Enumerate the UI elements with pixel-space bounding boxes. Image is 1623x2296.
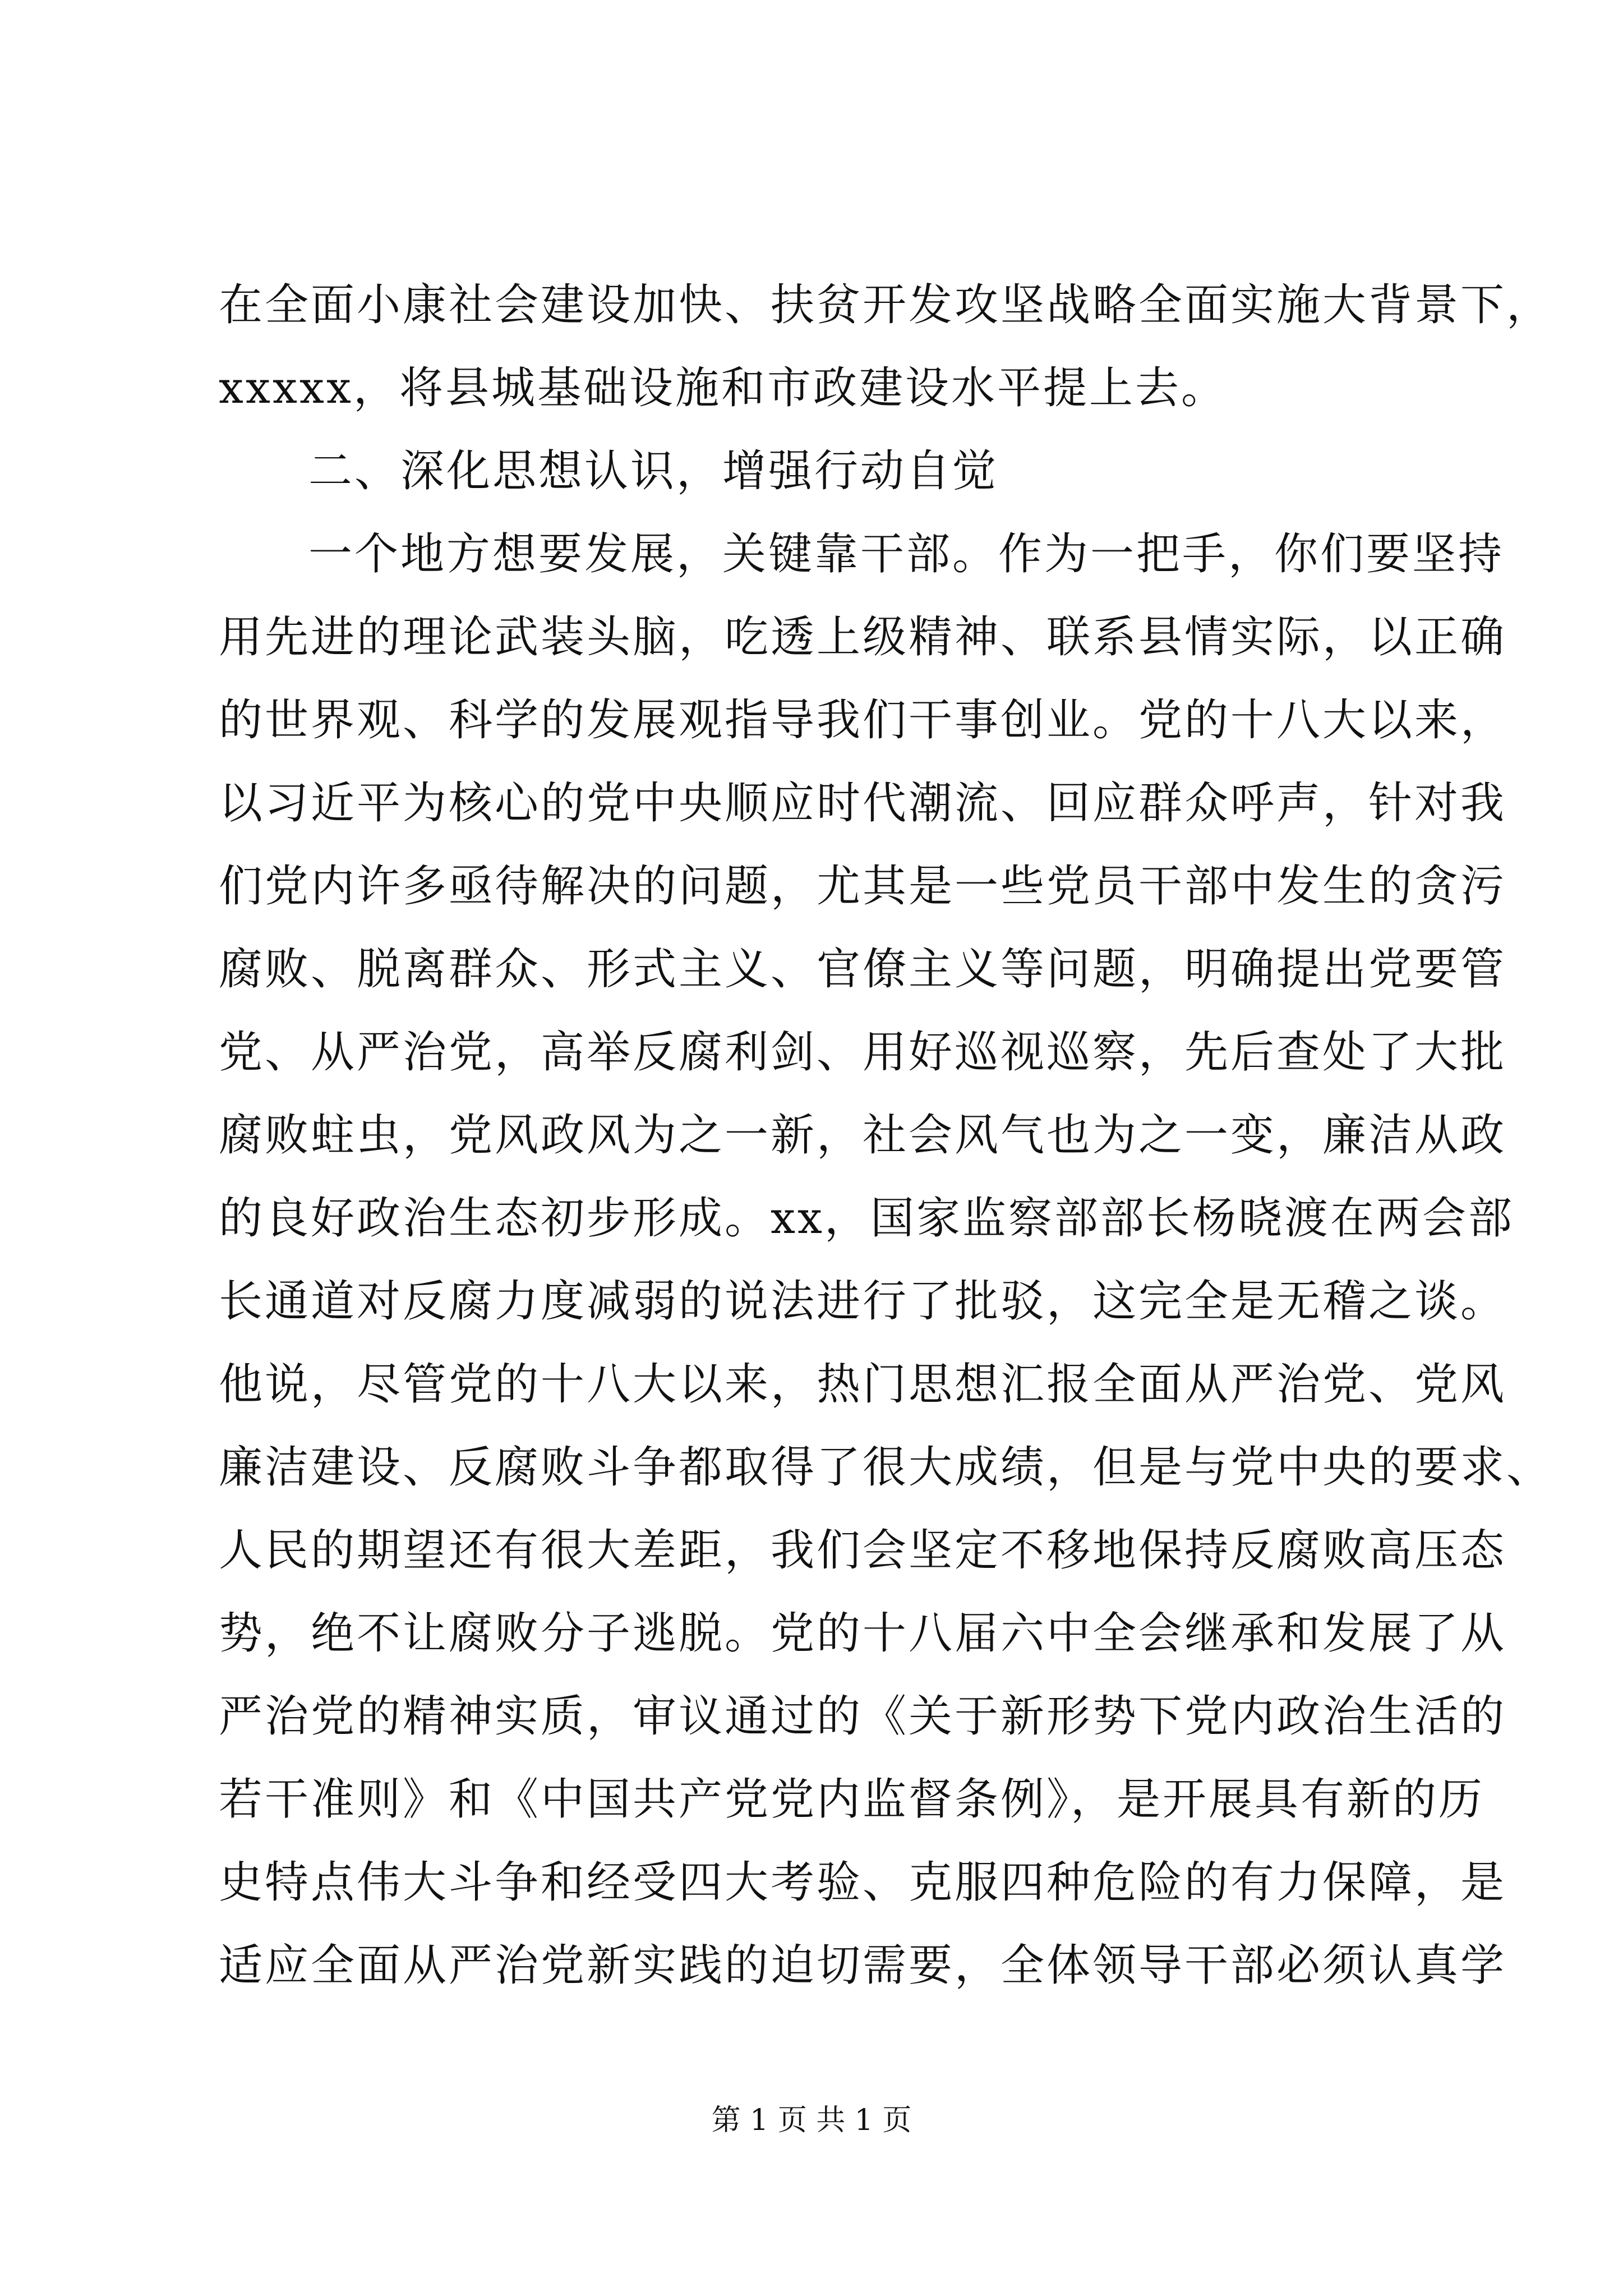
paragraph-line: 廉洁建设、反腐败斗争都取得了很大成绩，但是与党中央的要求、 [219,1442,1553,1493]
paragraph-line: 腐败、脱离群众、形式主义、官僚主义等问题，明确提出党要管 [219,944,1507,995]
document-body [219,264,1553,2007]
paragraph-line: 腐败蛀虫，党风政风为之一新，社会风气也为之一变，廉洁从政 [219,1110,1507,1161]
paragraph-line: 适应全面从严治党新实践的迫切需要，全体领导干部必须认真学 [219,1940,1507,1991]
paragraph-line: 势，绝不让腐败分子逃脱。党的十八届六中全会继承和发展了从 [219,1608,1507,1659]
paragraph-line: 他说，尽管党的十八大以来，热门思想汇报全面从严治党、党风 [219,1359,1507,1410]
paragraph-line: 长通道对反腐力度减弱的说法进行了批驳，这完全是无稽之谈。 [219,1276,1507,1327]
paragraph-line: 一个地方想要发展，关键靠干部。作为一把手，你们要坚持 [308,529,1505,579]
paragraph-line: xxxxx，将县城基础设施和市政建设水平提上去。 [219,363,1227,413]
paragraph-line: 以习近平为核心的党中央顺应时代潮流、回应群众呼声，针对我 [219,778,1507,829]
paragraph-line: 在全面小康社会建设加快、扶贫开发攻坚战略全面实施大背景下， [219,280,1553,330]
paragraph-line: 用先进的理论武装头脑，吃透上级精神、联系县情实际，以正确 [219,612,1507,662]
section-heading: 二、深化思想认识，增强行动自觉 [308,446,999,496]
paragraph-line: 党、从严治党，高举反腐利剑、用好巡视巡察，先后查处了大批 [219,1027,1507,1078]
paragraph-line: 严治党的精神实质，审议通过的《关于新形势下党内政治生活的 [219,1691,1507,1742]
paragraph-line: 的世界观、科学的发展观指导我们干事创业。党的十八大以来， [219,695,1507,746]
paragraph-line: 人民的期望还有很大差距，我们会坚定不移地保持反腐败高压态 [219,1525,1507,1576]
paragraph-line: 史特点伟大斗争和经受四大考验、克服四种危险的有力保障，是 [219,1857,1507,1908]
page-number-footer: 第 1 页 共 1 页 [711,2104,912,2137]
paragraph-line: 的良好政治生态初步形成。xx，国家监察部部长杨晓渡在两会部 [219,1193,1514,1244]
paragraph-line: 若干准则》和《中国共产党党内监督条例》，是开展具有新的历 [219,1774,1485,1825]
paragraph-line: 们党内许多亟待解决的问题，尤其是一些党员干部中发生的贪污 [219,861,1507,912]
